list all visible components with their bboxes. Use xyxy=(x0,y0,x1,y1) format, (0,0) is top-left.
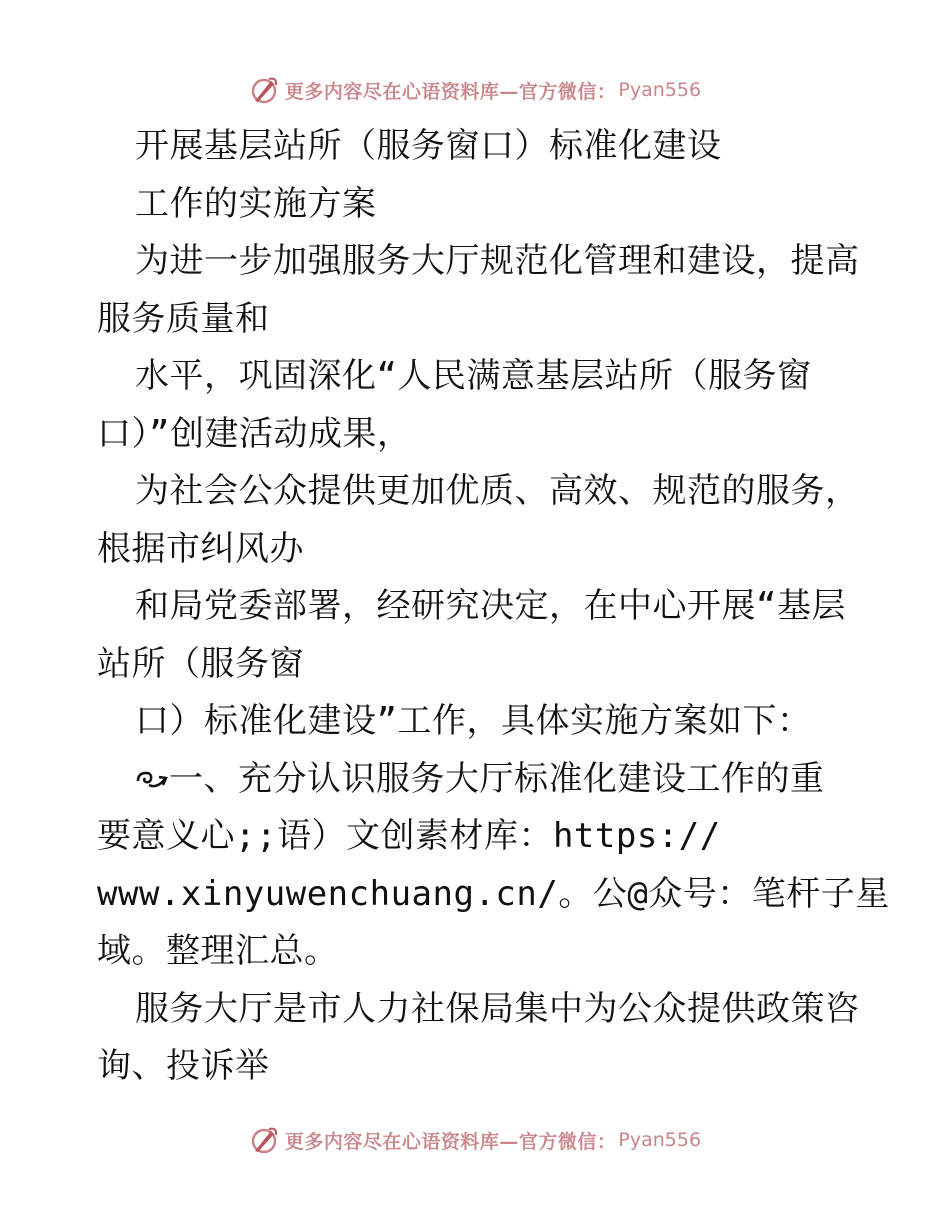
header-watermark xyxy=(0,70,950,110)
paragraph-line: 询、投诉举 xyxy=(97,1046,270,1086)
paragraph-line: 为社会公众提供更加优质、高效、规范的服务， xyxy=(135,471,860,511)
doc-title-line: 工作的实施方案 xyxy=(135,183,377,224)
paragraph-line: www.xinyuwenchuang.cn/。公@众号：笔杆子星 xyxy=(97,873,890,914)
paragraph-line: 服务大厅是市人力社保局集中为公众提供政策咨 xyxy=(135,988,860,1029)
paragraph-line: 和局党委部署，经研究决定，在中心开展“基层 xyxy=(135,586,846,626)
header-watermark-text: 更多内容尽在心语资料库—官方微信： xyxy=(284,80,617,103)
header-wechat-id: Pyan556 xyxy=(618,79,702,101)
doc-title-line: 开展基层站所（服务窗口）标准化建设 xyxy=(135,126,722,166)
swirl-bullet-icon xyxy=(135,765,169,793)
footer-watermark-text: 更多内容尽在心语资料库—官方微信： xyxy=(284,1130,617,1153)
paragraph-line: 口）标准化建设”工作，具体实施方案如下： xyxy=(135,701,812,741)
paragraph-line: 站所（服务窗 xyxy=(97,643,304,684)
feather-pen-logo-icon xyxy=(249,75,279,105)
feather-pen-logo-icon xyxy=(249,1125,279,1155)
paragraph-line: 要意义心;;语）文创素材库：https:// xyxy=(97,816,721,856)
paragraph-line: 口）”创建活动成果， xyxy=(97,413,412,454)
footer-wechat-id: Pyan556 xyxy=(618,1129,702,1151)
section-heading-line xyxy=(97,751,857,809)
paragraph-line: 水平，巩固深化“人民满意基层站所（服务窗 xyxy=(135,356,812,396)
paragraph-line: 为进一步加强服务大厅规范化管理和建设，提高 xyxy=(135,241,860,281)
paragraph-line: 域。整理汇总。 xyxy=(97,931,339,971)
document-body xyxy=(97,118,890,1096)
section-heading-text: 一、充分认识服务大厅标准化建设工作的重 xyxy=(169,758,825,799)
paragraph-line: 服务质量和 xyxy=(97,298,270,339)
paragraph-line: 根据市纠风办 xyxy=(97,528,304,569)
footer-watermark xyxy=(0,1120,950,1160)
